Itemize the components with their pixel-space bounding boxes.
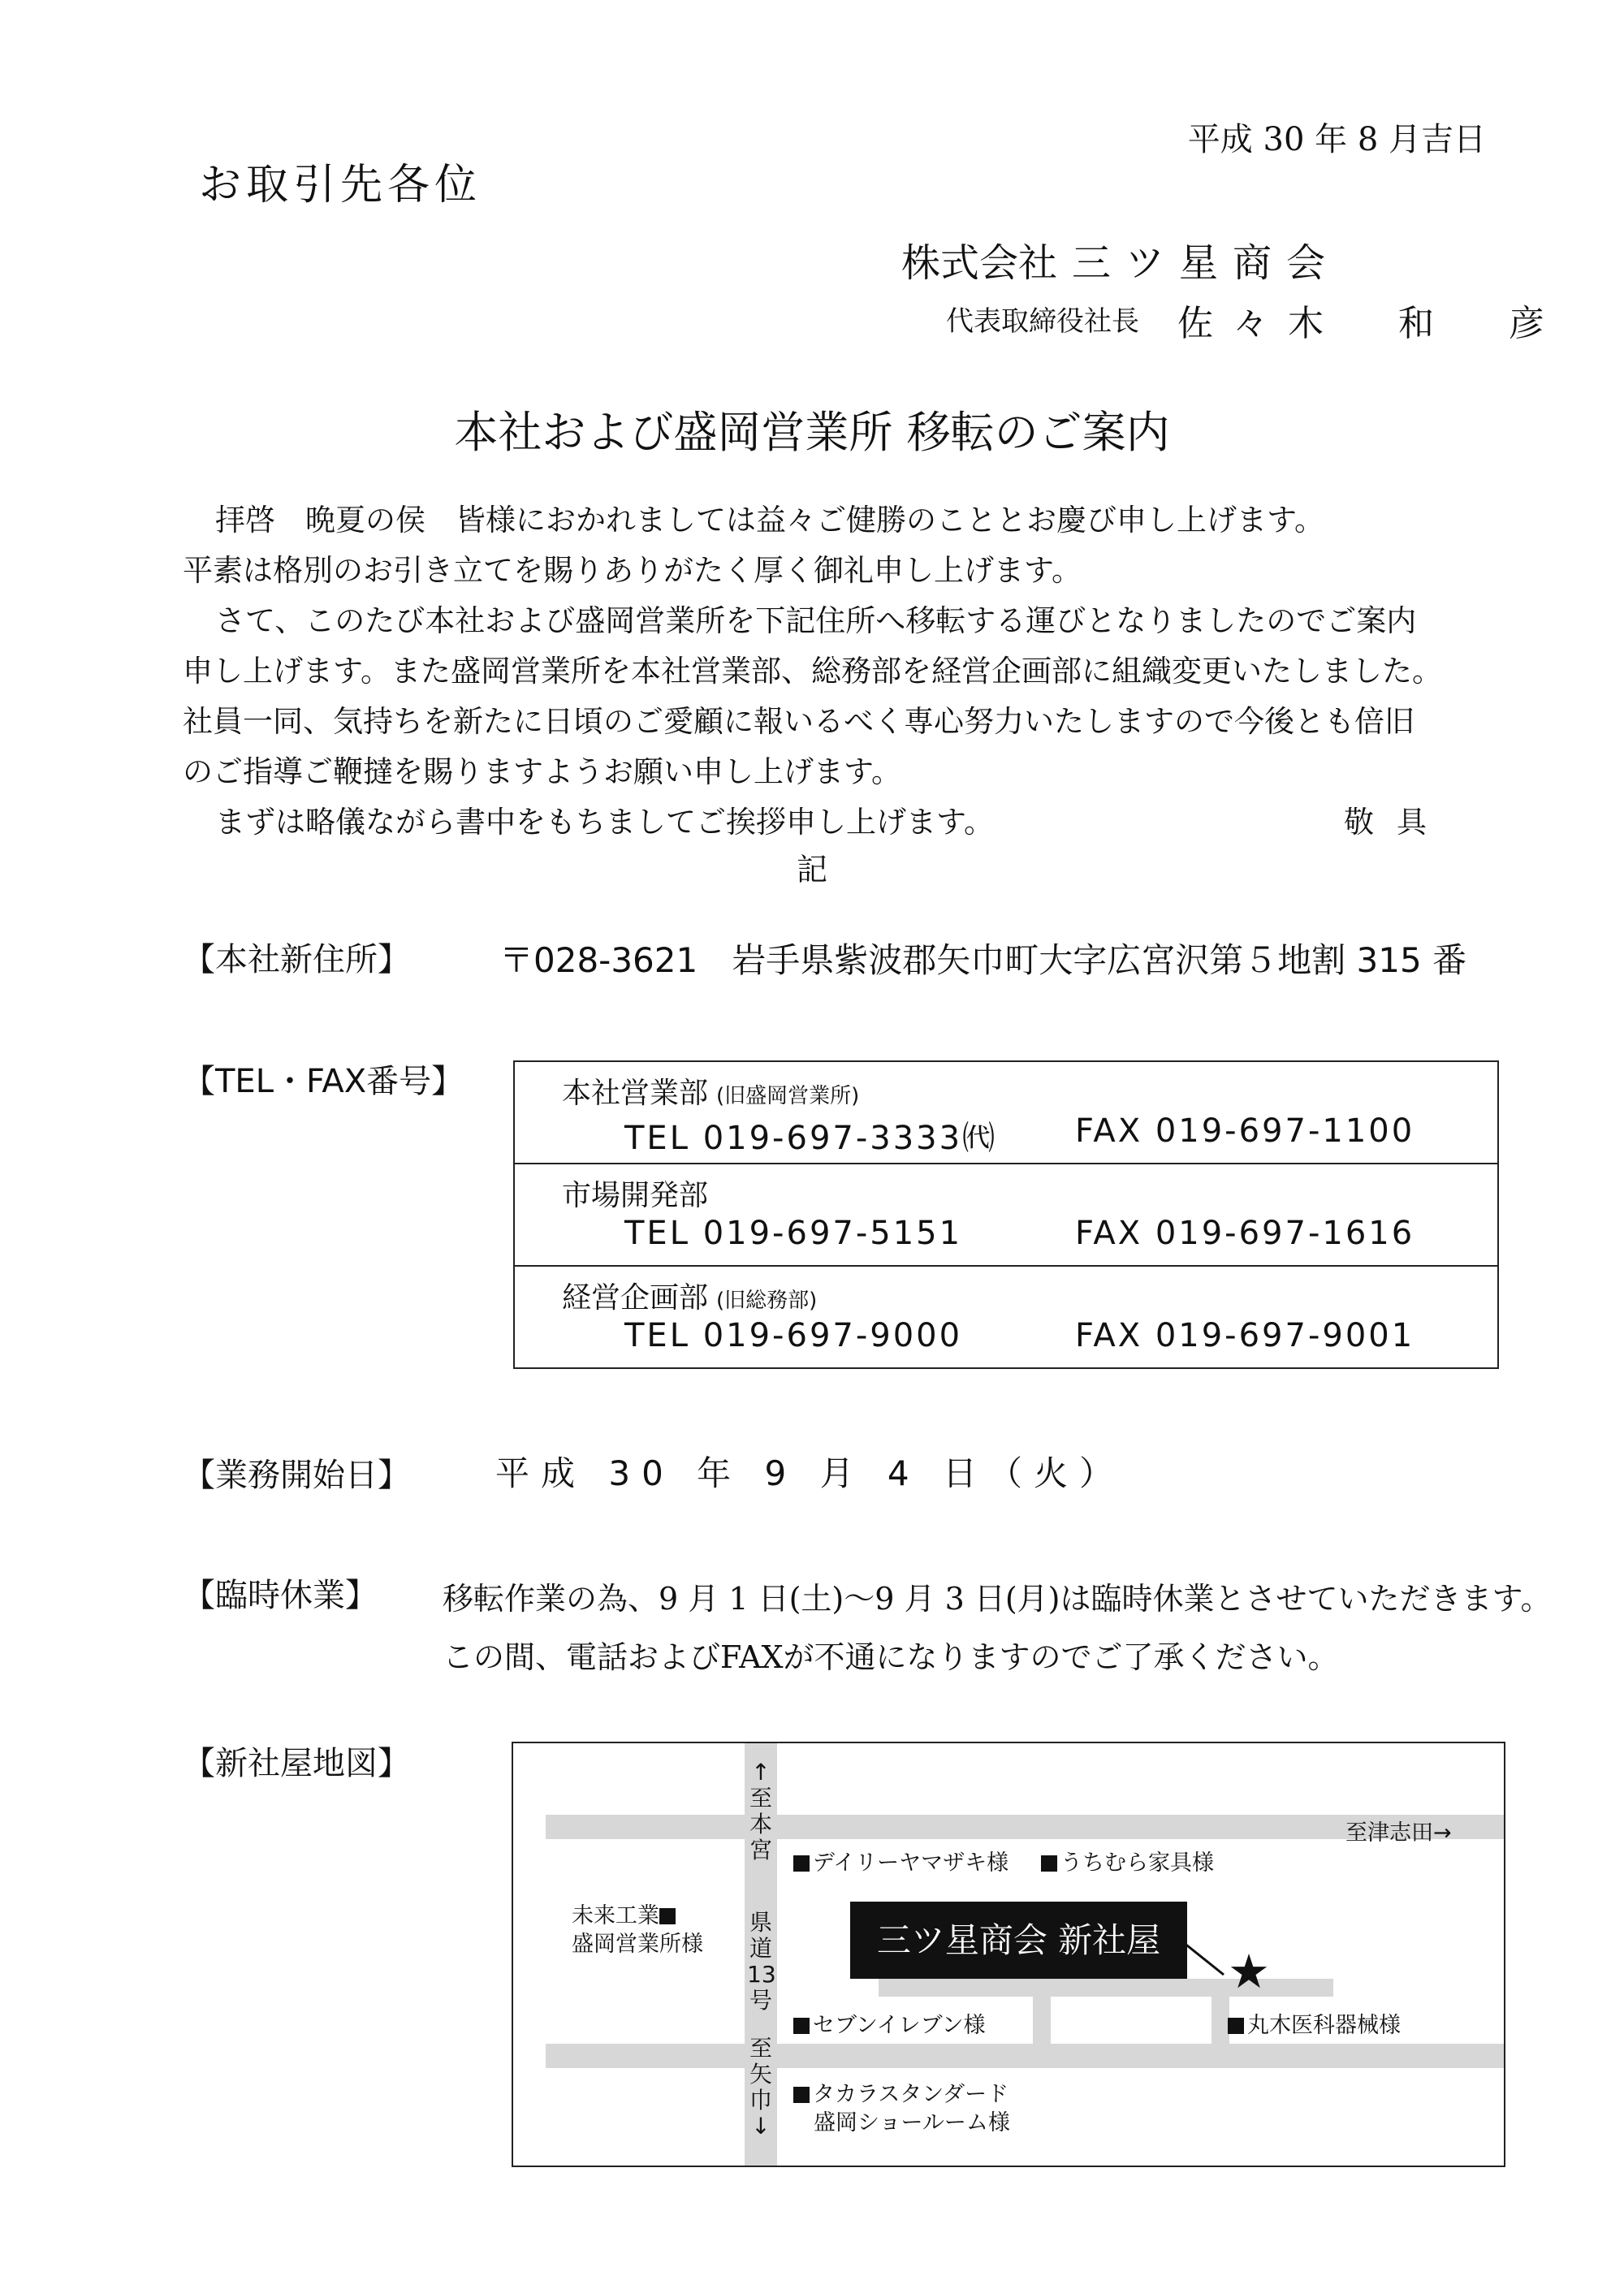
road-south	[546, 2044, 1504, 2068]
pointer-line	[1183, 1942, 1224, 1975]
body-line-closing	[183, 797, 1449, 848]
route-label: 県 道 13 号	[747, 1909, 776, 2014]
landmark-marker	[793, 2018, 810, 2034]
body-line: のご指導ご鞭撻を賜りますようお願い申し上げます。	[183, 754, 902, 789]
fax-number: FAX 019-697-9001	[1075, 1317, 1415, 1354]
dept-name	[562, 1070, 859, 1112]
landmark-seven-eleven	[793, 2007, 986, 2039]
new-office-star-icon: ★	[1228, 1944, 1270, 1999]
dept-note: (旧盛岡営業所)	[716, 1084, 860, 1108]
representative-name: 佐々木 和 彦	[1177, 303, 1564, 344]
body-line: まずは略儀ながら書中をもちましてご挨拶申し上げます。	[215, 805, 995, 840]
landmark-takara	[793, 2076, 1009, 2108]
landmark-label: 丸木医科器械様	[1247, 2013, 1401, 2038]
dept-name	[562, 1172, 716, 1214]
document-date: 平成 30 年 8 月吉日	[1187, 121, 1486, 158]
landmark-marker	[1228, 2018, 1244, 2034]
landmark-takara-line2: 盛岡ショールーム様	[814, 2110, 1010, 2135]
start-date-label: 【業務開始日】	[183, 1457, 410, 1494]
closure-label: 【臨時休業】	[183, 1577, 378, 1614]
landmark-label: タカラスタンダード	[813, 2082, 1009, 2107]
phone-row	[515, 1265, 1497, 1367]
representative-title: 代表取締役社長	[946, 305, 1139, 338]
map-label: 【新社屋地図】	[183, 1745, 410, 1782]
dept-label: 市場開発部	[562, 1179, 709, 1212]
road-side-right	[1212, 1979, 1229, 2056]
landmark-label: 未来工業	[572, 1903, 659, 1928]
dept-label: 経営企画部	[562, 1281, 709, 1315]
address-label: 【本社新住所】	[183, 941, 410, 978]
closure-text	[443, 1570, 1551, 1686]
closing-keigu: 敬具	[1344, 805, 1449, 840]
company-prefix: 株式会社	[901, 240, 1058, 286]
landmark-label: デイリーヤマザキ様	[813, 1850, 1009, 1876]
landmark-daily-yamazaki	[793, 1845, 1009, 1876]
closure-line: 移転作業の為、9 月 1 日(土)～9 月 3 日(月)は臨時休業とさせていただきます。	[443, 1581, 1552, 1617]
address-value: 〒028-3621 岩手県紫波郡矢巾町大字広宮沢第５地割 315 番	[499, 940, 1467, 980]
tel-number: TEL 019-697-3333㈹	[624, 1120, 998, 1157]
landmark-marker	[793, 2087, 810, 2103]
landmark-maruki	[1228, 2007, 1401, 2039]
new-office-badge: 三ツ星商会 新社屋	[850, 1902, 1187, 1979]
road-side-left	[1033, 1979, 1051, 2056]
dept-label: 本社営業部	[562, 1077, 709, 1110]
location-map	[512, 1742, 1505, 2167]
phone-row	[515, 1062, 1497, 1163]
landmark-label: セブンイレブン様	[813, 2013, 986, 2038]
landmark-mirai	[572, 1898, 679, 1929]
document-title: 本社および盛岡営業所 移転のご案内	[454, 407, 1170, 458]
landmark-marker	[1041, 1855, 1057, 1872]
landmark-marker	[793, 1855, 810, 1872]
ki-heading: 記	[796, 852, 827, 887]
tel-number: TEL 019-697-9000	[624, 1317, 963, 1354]
dept-name	[562, 1275, 817, 1316]
dept-note: (旧総務部)	[716, 1289, 818, 1313]
closure-line: この間、電話およびFAXが不通になりますのでご了承ください。	[443, 1639, 1339, 1675]
company-main-name: 三ツ星商会	[1072, 240, 1341, 286]
landmark-label: うちむら家具様	[1060, 1850, 1214, 1876]
tel-number: TEL 019-697-5151	[624, 1215, 963, 1252]
phone-row	[515, 1163, 1497, 1265]
direction-tsushida: 至津志田→	[1345, 1820, 1452, 1846]
body-line: さて、このたび本社および盛岡営業所を下記住所へ移転する運びとなりましたのでご案内	[215, 603, 1417, 638]
landmark-mirai-line2: 盛岡営業所様	[572, 1932, 703, 1957]
body-line: 社員一同、気持ちを新たに日頃のご愛顧に報いるべく専心努力いたしますので今後とも倍旧	[183, 704, 1415, 739]
phone-label: 【TEL・FAX番号】	[183, 1063, 464, 1100]
landmark-uchimura	[1041, 1845, 1214, 1876]
landmark-marker	[659, 1908, 676, 1924]
body-line: 平素は格別のお引き立てを賜りありがたく厚く御礼申し上げます。	[183, 553, 1082, 588]
direction-yahaba: 至 矢 巾 ↓	[749, 2035, 772, 2140]
letter-body	[183, 495, 1482, 848]
fax-number: FAX 019-697-1616	[1075, 1215, 1415, 1252]
phone-table	[513, 1060, 1499, 1369]
body-line: 拝啓 晩夏の侯 皆様におかれましては益々ご健勝のこととお慶び申し上げます。	[215, 503, 1325, 538]
company-name	[901, 231, 1340, 287]
fax-number: FAX 019-697-1100	[1075, 1112, 1415, 1150]
start-date-value: 平成 30 年 9 月 4 日（火）	[495, 1453, 1125, 1493]
direction-honmiya: ↑ 至 本 宮	[749, 1759, 772, 1863]
body-line: 申し上げます。また盛岡営業所を本社営業部、総務部を経営企画部に組織変更いたしました。	[183, 654, 1443, 689]
recipient: お取引先各位	[199, 161, 482, 209]
